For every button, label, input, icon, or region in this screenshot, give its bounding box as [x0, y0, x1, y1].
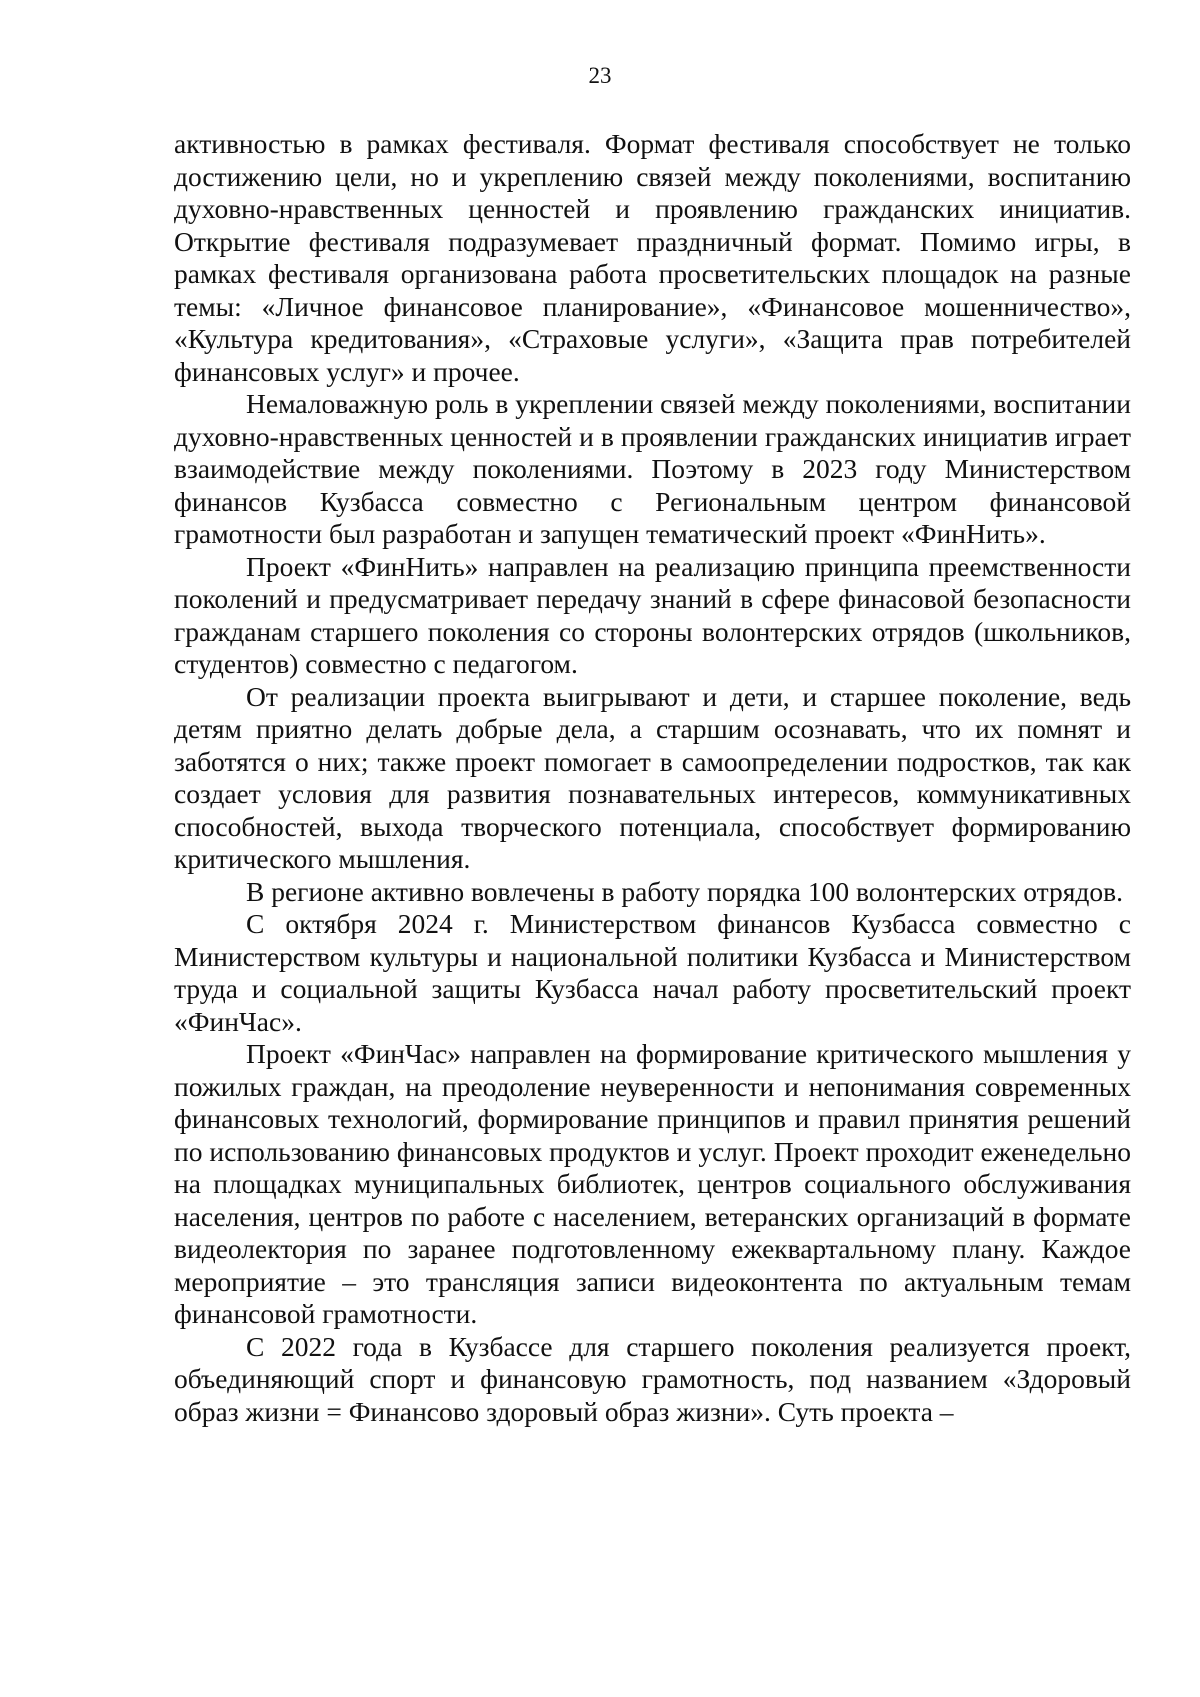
body-text: [174, 128, 1131, 1428]
page-number: 23: [588, 63, 612, 88]
paragraph-healthy-lifestyle-project: С 2022 года в Кузбассе для старшего поколения реализуется проект, объединяющий спорт и финансовую грамотность, под названием «Здоровый образ жизни = Финансово здоровый образ жизни». Суть проекта –: [174, 1330, 1131, 1427]
paragraph-finchas-goal: Проект «ФинЧас» направлен на формирование критического мышления у пожилых граждан, на преодоление неуверенности и непонимания современных финансовых технологий, формирование принципов и правил принятия решений по использованию финансовых продуктов и услуг. Проект проходит еженедельно на площадках муниципальных библиотек, центров социального обслуживания населения, центров по работе с населением, ветеранских организаций в формате видеолектория по заранее подготовленному ежеквартальному плану. Каждое мероприятие – это трансляция записи видеоконтента по актуальным темам финансовой грамотности.: [174, 1038, 1131, 1329]
paragraph-festival-format: активностью в рамках фестиваля. Формат фестиваля способствует не только достижению цели, но и укреплению связей между поколениями, воспитанию духовно-нравственных ценностей и проявлению гражданских инициатив. Открытие фестиваля подразумевает праздничный формат. Помимо игры, в рамках фестиваля организована работа просветительских площадок на разные темы: «Личное финансовое планирование», «Финансовое мошенничество», «Культура кредитования», «Страховые услуги», «Защита прав потребителей финансовых услуг» и прочее.: [174, 128, 1131, 387]
paragraph-project-benefits: От реализации проекта выигрывают и дети, и старшее поколение, ведь детям приятно делать добрые дела, а старшим осознавать, что их помнят и заботятся о них; также проект помогает в самоопределении подростков, так как создает условия для развития познавательных интересов, коммуникативных способностей, выхода творческого потенциала, способствует формированию критического мышления.: [174, 680, 1131, 874]
paragraph-finnit-goal: Проект «ФинНить» направлен на реализацию принципа преемственности поколений и предусматривает передачу знаний в сфере финасовой безопасности гражданам старшего поколения со стороны волонтерских отрядов (школьников, студентов) совместно с педагогом.: [174, 550, 1131, 679]
paragraph-finnit-intro: Немаловажную роль в укреплении связей между поколениями, воспитании духовно-нравственных ценностей и в проявлении гражданских инициатив играет взаимодействие между поколениями. Поэтому в 2023 году Министерством финансов Кузбасса совместно с Региональным центром финансовой грамотности был разработан и запущен тематический проект «ФинНить».: [174, 388, 1131, 549]
paragraph-volunteer-units: В регионе активно вовлечены в работу порядка 100 волонтерских отрядов.: [246, 875, 1123, 907]
paragraph-finchas-launch: С октября 2024 г. Министерством финансов Кузбасса совместно с Министерством культуры и национальной политики Кузбасса и Министерством труда и социальной защиты Кузбасса начал работу просветительский проект «ФинЧас».: [174, 908, 1131, 1037]
